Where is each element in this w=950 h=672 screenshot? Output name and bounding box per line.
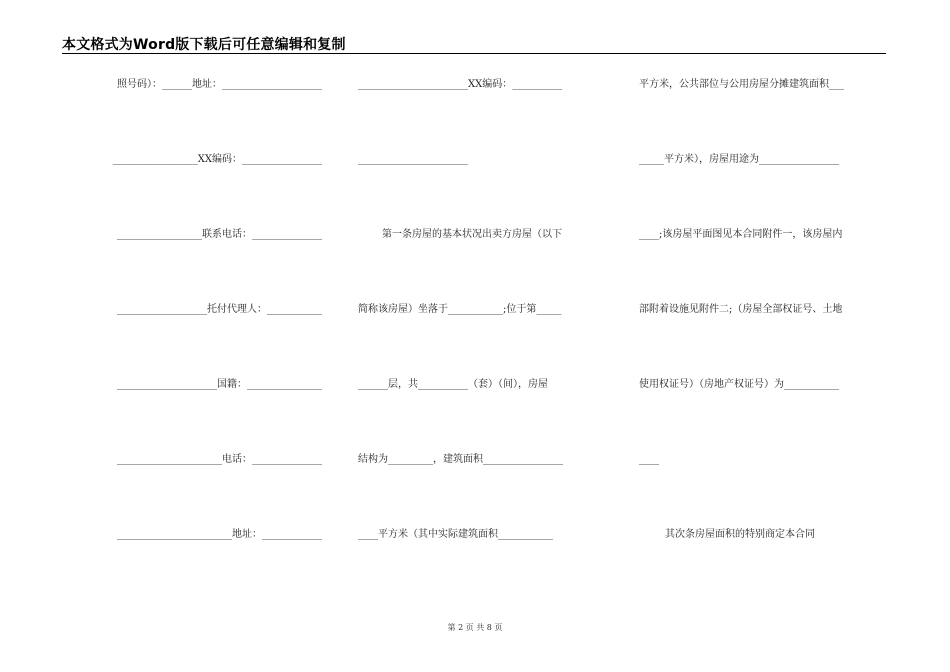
- col1-line-4: __________________托付代理人：___________: [117, 304, 322, 315]
- col3-line-5: 使用权证号）（房地产权证号）为___________: [639, 379, 839, 390]
- col1-line-6: _____________________电话：______________: [117, 454, 322, 465]
- col2-line-1: ______________________XX编码：__________: [358, 79, 563, 90]
- col2-line-4: 简称该房屋）坐落于___________;位于第_____: [358, 304, 562, 315]
- col3-line-3: ____;该房屋平面图见本合同附件一，该房屋内: [639, 229, 843, 240]
- col2-line-5: ______层，共__________（套）（间），房屋: [358, 379, 548, 390]
- col1-line-7: _______________________地址：____________: [117, 529, 322, 540]
- header-divider: [62, 53, 886, 54]
- col1-line-3: _________________联系电话：______________: [117, 229, 322, 240]
- document-header-title: 本文格式为Word版下载后可任意编辑和复制: [62, 37, 346, 53]
- page-number-footer: 第 2 页 共 8 页: [447, 623, 503, 632]
- col2-line-7: ____平方米（其中实际建筑面积___________: [358, 529, 553, 540]
- col3-line-1: 平方米，公共部位与公用房屋分摊建筑面积___: [639, 79, 844, 90]
- col3-line-7: 其次条房屋面积的特别商定本合同: [665, 529, 815, 540]
- col3-line-4: 部附着设施见附件二;（房屋全部权证号、土地: [639, 304, 843, 315]
- col2-line-6: 结构为_________，建筑面积________________: [358, 454, 563, 465]
- col3-line-2: _____平方米），房屋用途为________________: [639, 154, 839, 165]
- col2-line-2: ______________________: [358, 154, 468, 165]
- col2-line-3: 第一条房屋的基本状况出卖方房屋（以下: [382, 229, 562, 240]
- col1-line-1: 照号码）：______地址：____________________: [117, 79, 322, 90]
- col1-line-2: _________________XX编码：________________: [112, 154, 322, 165]
- col1-line-5: ____________________国籍：_______________: [117, 379, 322, 390]
- col3-line-6: ____: [639, 454, 659, 465]
